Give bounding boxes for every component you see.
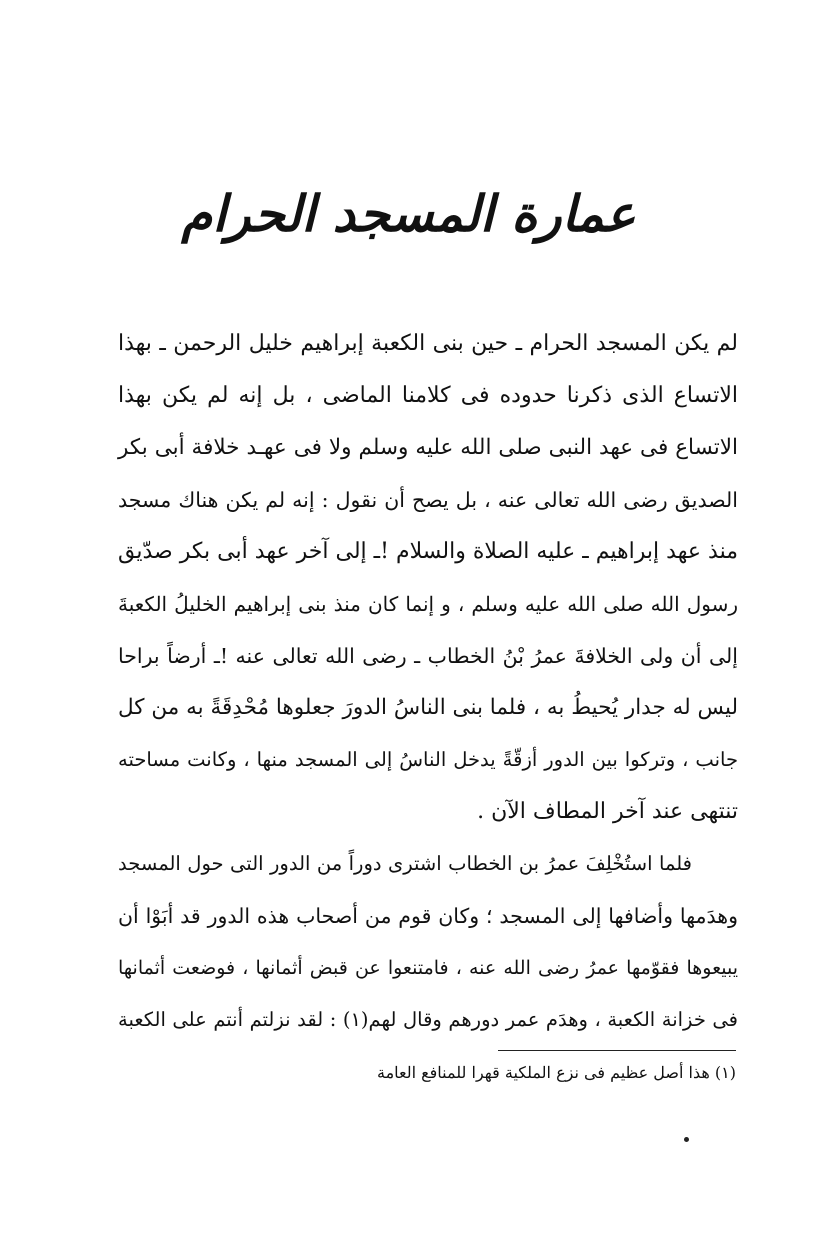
text-line: فى خزانة الكعبة ، وهدَم عمر دورهم وقال لهم(١) : لقد نزلتم أنتم على الكعبة	[118, 1008, 738, 1031]
text-line: يبيعوها فقوّمها عمرُ رضى الله عنه ، فامتنعوا عن قبض أثمانها ، فوضعت أثمانها	[118, 957, 738, 979]
text-line: الصديق رضى الله تعالى عنه ، بل يصح أن نقول : إنه لم يكن هناك مسجد	[118, 488, 738, 512]
text-line: لم يكن المسجد الحرام ـ حين بنى الكعبة إبراهيم خليل الرحمن ـ بهذا	[118, 331, 738, 356]
body-text	[118, 318, 738, 1046]
text-line: فلما استُخْلِفَ عمرُ بن الخطاب اشترى دوراً من الدور التى حول المسجد	[118, 852, 692, 875]
footnote: (١) هذا أصل عظيم فى نزع الملكية قهرا للمنافع العامة	[376, 1063, 736, 1082]
text-line: رسول الله صلى الله عليه وسلم ، و إنما كان منذ بنى إبراهيم الخليلُ الكعبةَ	[118, 592, 738, 616]
page-speck	[684, 1137, 689, 1142]
text-line: منذ عهد إبراهيم ـ عليه الصلاة والسلام !ـ إلى آخر عهد أبى بكر صدّيق	[118, 539, 738, 564]
text-line: وهدَمها وأضافها إلى المسجد ؛ وكان قوم من أصحاب هذه الدور قد أبَوْا أن	[118, 904, 738, 928]
paragraph-2	[118, 838, 738, 1046]
text-line: تنتهى عند آخر المطاف الآن .	[477, 799, 738, 824]
text-line: ليس له جدار يُحيطُ به ، فلما بنى الناسُ الدورَ جعلوها مُحْدِقَةً به من كل	[118, 695, 738, 720]
text-line: إلى أن ولى الخلافةَ عمرُ بْنُ الخطاب ـ رضى الله تعالى عنه !ـ أرضاً براحا	[118, 644, 738, 668]
paragraph-1	[118, 318, 738, 838]
text-line: الاتساع الذى ذكرنا حدوده فى كلامنا الماضى ، بل إنه لم يكن بهذا	[118, 383, 738, 408]
footnote-divider	[498, 1050, 736, 1051]
text-line: جانب ، وتركوا بين الدور أزقّةً يدخل الناسُ إلى المسجد منها ، وكانت مساحته	[118, 748, 738, 771]
text-line: الاتساع فى عهد النبى صلى الله عليه وسلم ولا فى عهـد خلافة أبى بكر	[118, 435, 738, 460]
chapter-title: عمارة المسجد الحرام	[181, 183, 636, 243]
